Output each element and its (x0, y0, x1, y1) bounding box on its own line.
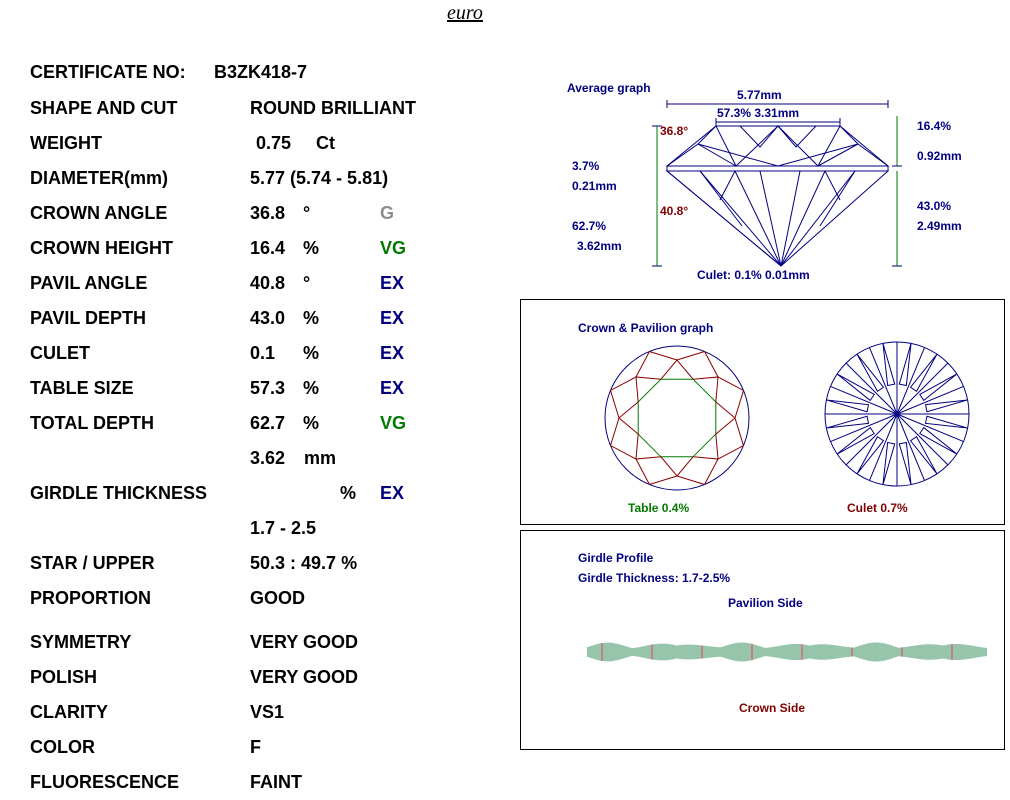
pavil-depth-unit: % (303, 308, 320, 328)
proportion-value: GOOD (250, 588, 306, 608)
crown-angle-value: 36.8 (250, 203, 286, 223)
total-depth-value: 62.7 (250, 413, 286, 433)
certificate-label: CERTIFICATE NO: (30, 62, 186, 82)
culet-percent-label: Culet 0.7% (847, 501, 908, 515)
pavilion-facets (825, 342, 969, 486)
table-size-label: TABLE SIZE (30, 378, 134, 398)
pavilion-pct-label: 43.0% (917, 199, 952, 213)
girdle-label: GIRDLE THICKNESS (30, 483, 208, 503)
star-upper-value: 50.3 : 49.7 % (250, 553, 358, 573)
girdle-profile-graph (521, 531, 1004, 749)
table-size-unit: % (303, 378, 320, 398)
fluorescence-value: FAINT (250, 772, 302, 792)
pavil-depth-value: 43.0 (250, 308, 286, 328)
total-mm-label: 3.62mm (577, 239, 622, 253)
culet-unit: % (303, 343, 320, 363)
pavil-angle-grade: EX (380, 273, 405, 293)
certificate-number: B3ZK418-7 (214, 62, 308, 82)
symmetry-label: SYMMETRY (30, 632, 132, 652)
crown-angle-unit: ° (303, 203, 311, 223)
diameter-label: DIAMETER(mm) (30, 168, 168, 188)
clarity-value: VS1 (250, 702, 285, 722)
brand-title: euro (447, 2, 483, 24)
shape-label: SHAPE AND CUT (30, 98, 178, 118)
girdle-grade: EX (380, 483, 405, 503)
pavil-angle-value: 40.8 (250, 273, 286, 293)
table-label: 57.3% 3.31mm (717, 106, 800, 120)
girdle-pct-label: 3.7% (572, 159, 600, 173)
girdle-thickness-label: Girdle Thickness: 1.7-2.5% (578, 571, 731, 585)
profile-title: Average graph (567, 81, 651, 95)
fluorescence-label: FLUORESCENCE (30, 772, 180, 792)
pavil-depth-grade: EX (380, 308, 405, 328)
crown-pavilion-graph (521, 300, 1004, 524)
pavil-depth-label: PAVIL DEPTH (30, 308, 147, 328)
polish-label: POLISH (30, 667, 98, 687)
crown-height-unit: % (303, 238, 320, 258)
girdle-wave (588, 643, 986, 662)
girdle-profile-panel (520, 530, 1005, 750)
table-size-value: 57.3 (250, 378, 286, 398)
crown-mm-label: 0.92mm (917, 149, 962, 163)
culet-label: Culet: 0.1% 0.01mm (697, 268, 810, 282)
table-percent-label: Table 0.4% (628, 501, 690, 515)
total-depth-grade: VG (380, 413, 407, 433)
star-upper-label: STAR / UPPER (30, 553, 155, 573)
girdle-unit: % (340, 483, 357, 503)
total-depth-mm-unit: mm (304, 448, 337, 468)
crown-pct-label: 16.4% (917, 119, 952, 133)
weight-label: WEIGHT (30, 133, 102, 153)
clarity-label: CLARITY (30, 702, 108, 722)
color-label: COLOR (30, 737, 95, 757)
color-value: F (250, 737, 261, 757)
pavilion-side-label: Pavilion Side (728, 596, 803, 610)
pavilion-angle-label: 40.8° (660, 204, 689, 218)
girdle-mm-label: 0.21mm (572, 179, 617, 193)
shape-value: ROUND BRILLIANT (250, 98, 416, 118)
crown-angle-label: CROWN ANGLE (30, 203, 168, 223)
symmetry-value: VERY GOOD (250, 632, 359, 652)
pavil-angle-label: PAVIL ANGLE (30, 273, 148, 293)
crown-angle-label: 36.8° (660, 124, 689, 138)
weight-unit: Ct (316, 133, 335, 153)
crown-circle (605, 346, 749, 490)
proportion-label: PROPORTION (30, 588, 152, 608)
total-depth-label: TOTAL DEPTH (30, 413, 155, 433)
pavil-angle-unit: ° (303, 273, 311, 293)
table-octagon (638, 379, 716, 457)
culet-label: CULET (30, 343, 90, 363)
crown-angle-grade: G (380, 203, 395, 223)
total-depth-unit: % (303, 413, 320, 433)
crown-facets (610, 351, 743, 484)
table-size-grade: EX (380, 378, 405, 398)
weight-value: 0.75 (256, 133, 292, 153)
crown-height-grade: VG (380, 238, 407, 258)
girdle-profile-title: Girdle Profile (578, 551, 654, 565)
culet-grade: EX (380, 343, 405, 363)
crown-pavilion-panel (520, 299, 1005, 525)
girdle-range-value: 1.7 - 2.5 (250, 518, 317, 538)
crown-height-value: 16.4 (250, 238, 286, 258)
crown-pavilion-title: Crown & Pavilion graph (578, 321, 714, 335)
pavilion-mm-label: 2.49mm (917, 219, 962, 233)
total-depth-mm-value: 3.62 (250, 448, 286, 468)
total-pct-label: 62.7% (572, 219, 607, 233)
culet-value: 0.1 (250, 343, 276, 363)
diameter-label: 5.77mm (737, 88, 782, 102)
crown-height-label: CROWN HEIGHT (30, 238, 173, 258)
polish-value: VERY GOOD (250, 667, 359, 687)
crown-side-label: Crown Side (739, 701, 806, 715)
diameter-value: 5.77 (5.74 - 5.81) (250, 168, 389, 188)
